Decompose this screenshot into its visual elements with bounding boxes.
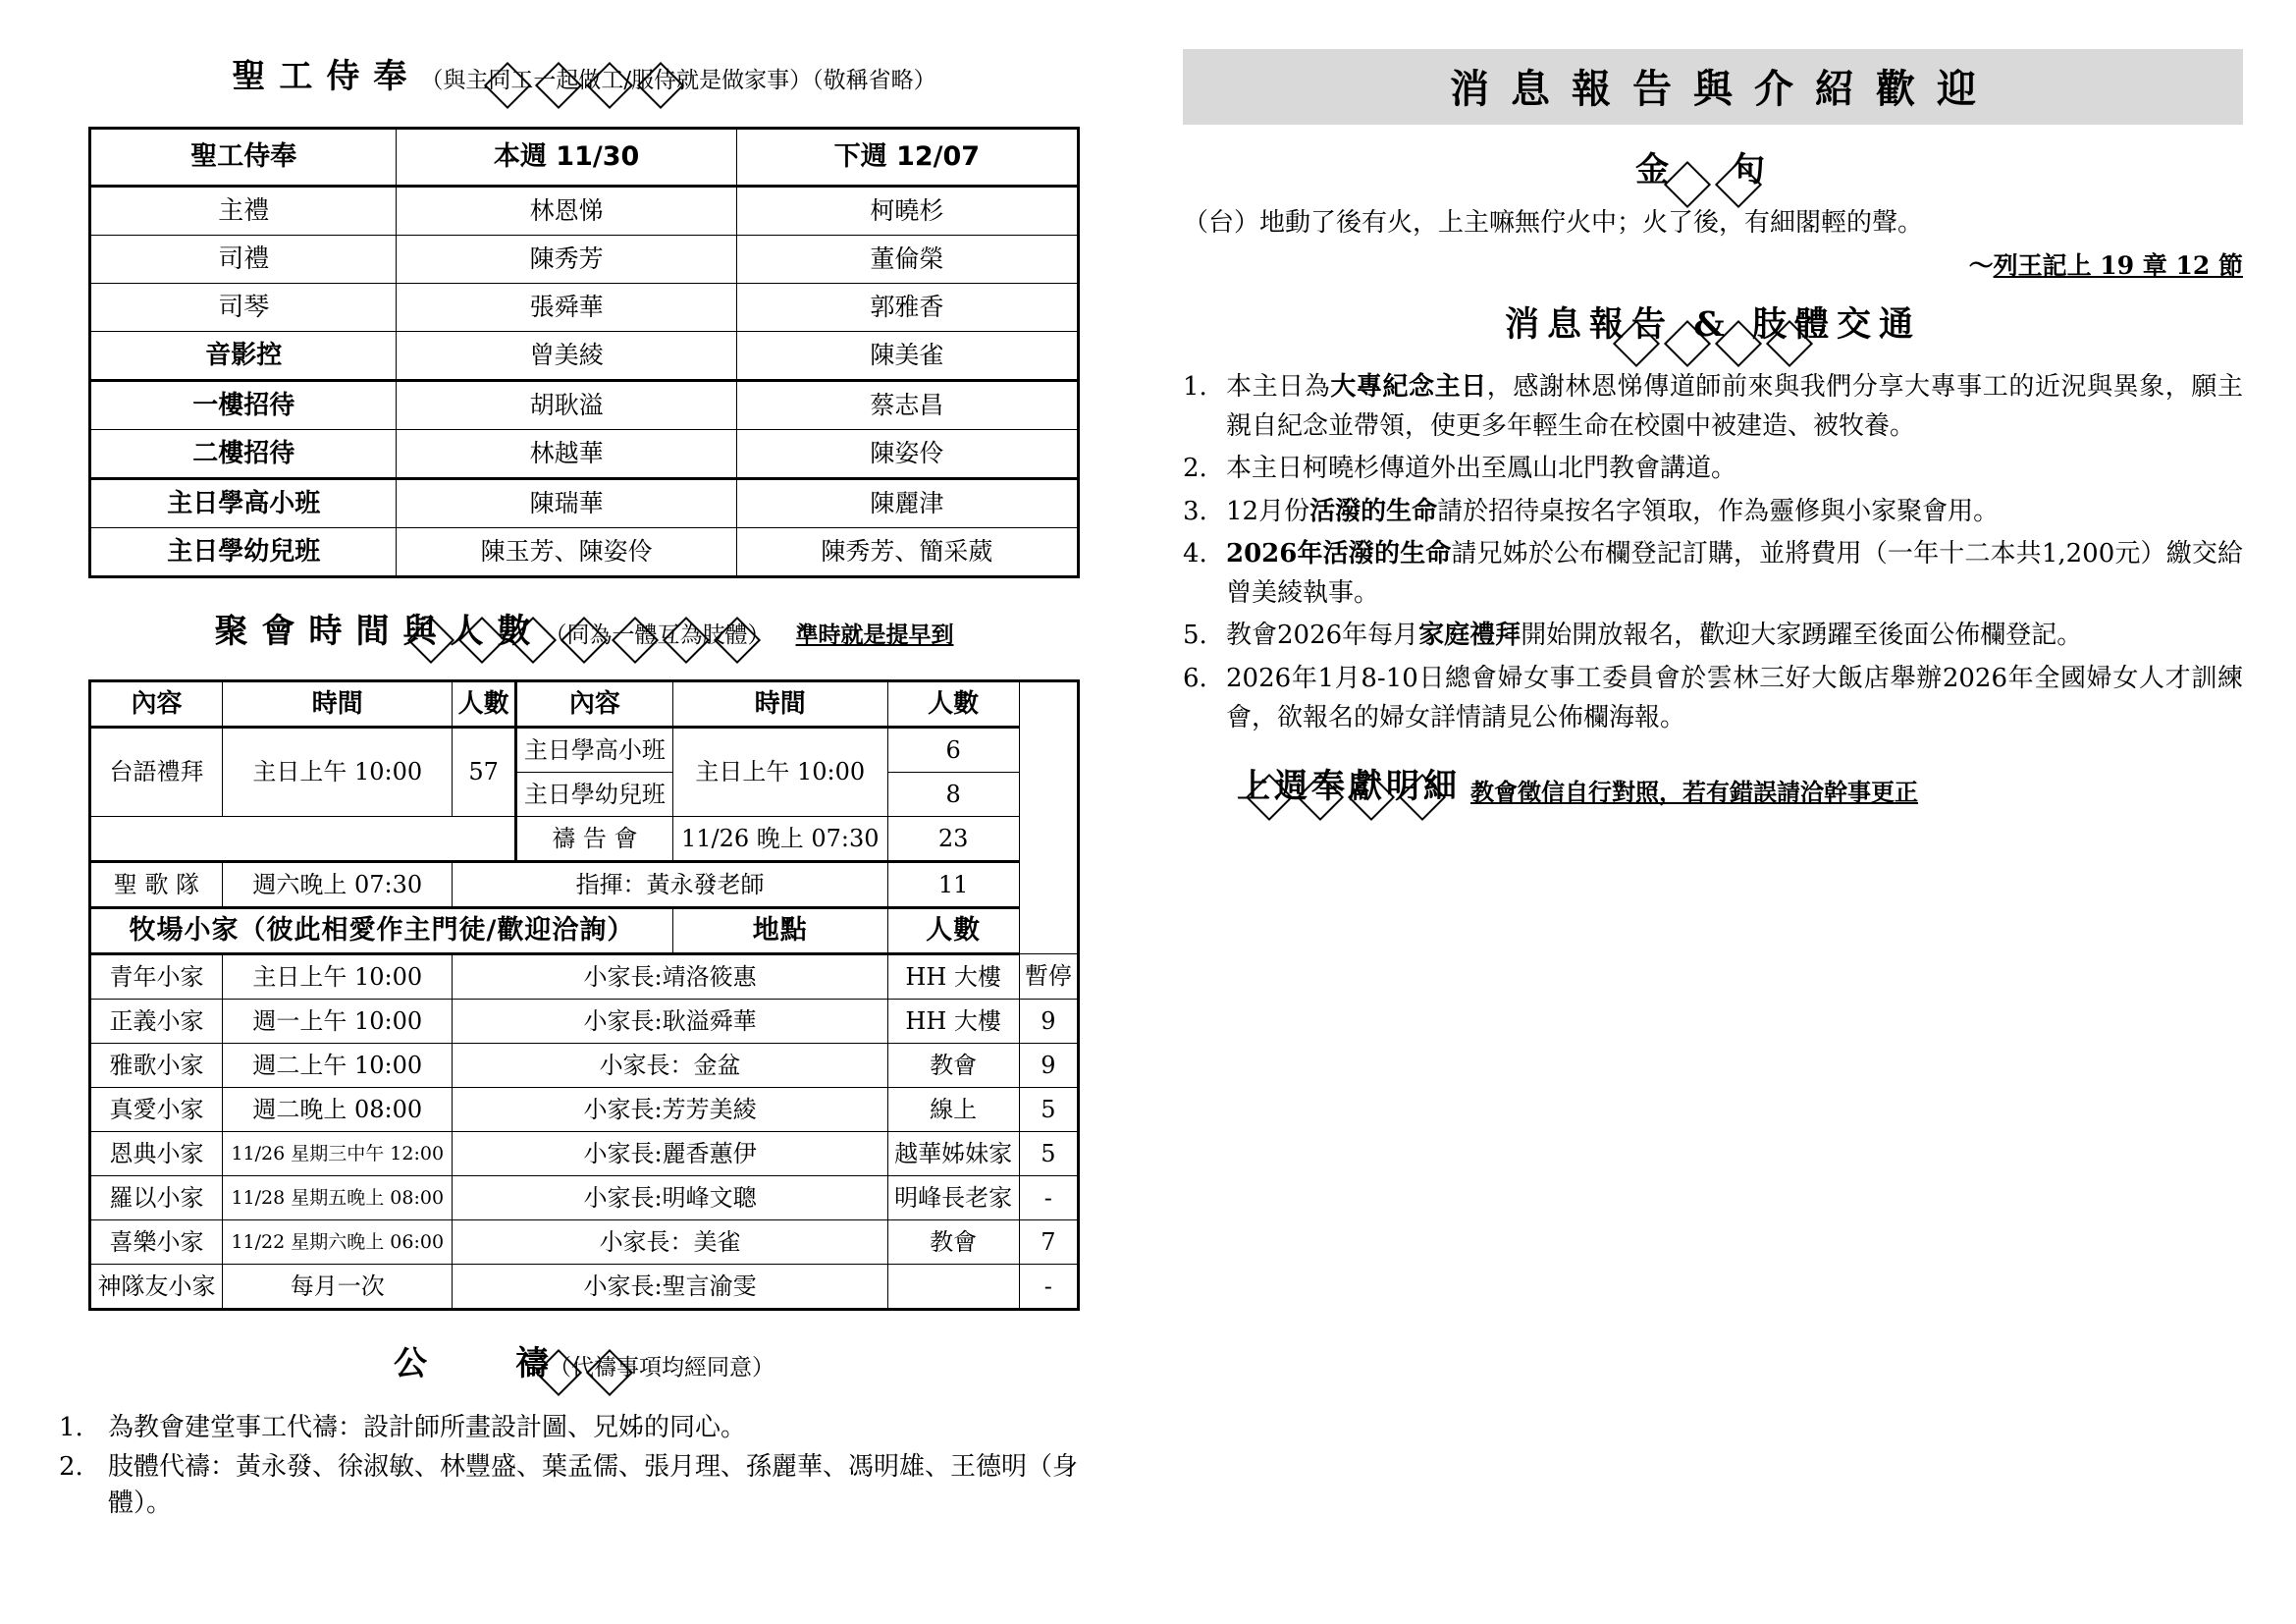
table-header-cell: 下週 12/07 — [736, 129, 1078, 187]
table-row — [90, 381, 1079, 430]
pasture-leader: 小家長：美雀 — [453, 1220, 887, 1265]
prayer-list — [59, 1410, 1109, 1523]
col-header-time: 時間 — [223, 681, 453, 728]
pasture-place: 線上 — [887, 1088, 1019, 1132]
announcement-number: 1. — [1183, 372, 1207, 403]
col-header-content: 內容 — [515, 681, 672, 728]
pasture-time: 週一上午 10:00 — [223, 1000, 453, 1044]
pasture-time: 週二上午 10:00 — [223, 1044, 453, 1088]
pasture-count: 暫停 — [1019, 954, 1078, 1000]
table-row — [90, 528, 1079, 577]
offering-title: 上週奉獻明細 — [1237, 767, 1461, 807]
announcement-item — [1183, 617, 2243, 656]
next-week-cell: 蔡志昌 — [736, 381, 1078, 430]
pasture-leader: 小家長:聖言渝雯 — [453, 1265, 887, 1310]
col-header-count: 人數 — [453, 681, 515, 728]
pasture-time: 週二晚上 08:00 — [223, 1088, 453, 1132]
meeting-time: 主日上午 10:00 — [223, 728, 453, 817]
table-header-cell: 聖工侍奉 — [90, 129, 397, 187]
verse-ref-prefix: ～ — [1968, 251, 1994, 281]
this-week-cell: 林越華 — [397, 430, 736, 479]
choir-conductor: 指揮：黃永發老師 — [453, 862, 887, 908]
meeting-section-title: 聚會時間與人數 — [214, 612, 545, 651]
meeting-name: 台語禮拜 — [90, 728, 223, 817]
pasture-count: 9 — [1019, 1044, 1078, 1088]
golden-verse-heading — [1183, 142, 2243, 199]
table-row — [90, 332, 1079, 381]
duty-label-cell: 主禮 — [90, 187, 397, 236]
table-row — [90, 187, 1079, 236]
pasture-place: HH 大樓 — [887, 1000, 1019, 1044]
announcement-item — [1183, 368, 2243, 446]
announcement-text-post: 請於招待桌按名字領取，作為靈修與小家聚會用。 — [1437, 496, 2000, 526]
prayer-item — [59, 1410, 1109, 1447]
next-week-cell: 董倫榮 — [736, 236, 1078, 284]
prayer-item-text: 為教會建堂事工代禱：設計師所畫設計圖、兄姊的同心。 — [108, 1413, 747, 1442]
pasture-time: 每月一次 — [223, 1265, 453, 1310]
announcement-item — [1183, 535, 2243, 613]
announcements-heading — [1183, 298, 2243, 360]
pasture-name: 真愛小家 — [90, 1088, 223, 1132]
duty-label-cell: 主日學幼兒班 — [90, 528, 397, 577]
verse-ref-value: 列王記上 19 章 12 節 — [1993, 251, 2243, 281]
pasture-row — [90, 1088, 1079, 1132]
announcement-text-pre: 教會2026年每月 — [1226, 621, 1419, 651]
table-row — [90, 284, 1079, 332]
announcement-number: 5. — [1183, 621, 1207, 651]
pasture-time: 主日上午 10:00 — [223, 954, 453, 1000]
this-week-cell: 陳瑞華 — [397, 479, 736, 528]
announcement-text — [1226, 450, 2243, 489]
announcement-text-emphasis: 活潑的生命 — [1309, 496, 1438, 526]
pasture-row — [90, 1220, 1079, 1265]
announcement-text — [1226, 493, 2243, 532]
next-week-cell: 柯曉杉 — [736, 187, 1078, 236]
pasture-leader: 小家長:靖洛筱惠 — [453, 954, 887, 1000]
col-header-count: 人數 — [887, 908, 1019, 954]
next-week-cell: 陳姿伶 — [736, 430, 1078, 479]
announcement-banner: 消息報告與介紹歡迎 — [1183, 49, 2243, 125]
pasture-count: - — [1019, 1176, 1078, 1220]
choir-name: 聖 歌 隊 — [90, 862, 223, 908]
service-duty-table — [88, 127, 1080, 578]
prayer-title-a: 公 — [394, 1344, 427, 1383]
table-header-row — [90, 681, 1079, 728]
table-row — [90, 236, 1079, 284]
duty-label-cell: 司琴 — [90, 284, 397, 332]
duty-label-cell: 司禮 — [90, 236, 397, 284]
pasture-row — [90, 954, 1079, 1000]
announcement-text-emphasis: 2026年活潑的生命 — [1226, 539, 1452, 569]
pasture-count: 9 — [1019, 1000, 1078, 1044]
prayer-section-note: （代禱事項均經同意） — [549, 1355, 774, 1380]
pasture-row — [90, 1000, 1079, 1044]
announcement-text-pre: 本主日為 — [1226, 372, 1331, 403]
pasture-section-title: 牧場小家（彼此相愛作主門徒/歡迎洽詢） — [90, 908, 673, 954]
col-header-place: 地點 — [672, 908, 887, 954]
announcement-text-emphasis: 大專紀念主日 — [1330, 372, 1487, 403]
meeting-section-heading — [59, 604, 1109, 652]
pasture-count: 7 — [1019, 1220, 1078, 1265]
announcement-text-post: ，感謝林恩悌傳道師前來與我們分享大專事工的近況與異象，願主親自紀念並帶領，使更多年輕生命在校園中被建造、被牧養。 — [1226, 372, 2243, 441]
duty-label-cell: 音影控 — [90, 332, 397, 381]
choir-row — [90, 862, 1079, 908]
pasture-title-row — [90, 908, 1079, 954]
col-header-content: 內容 — [90, 681, 223, 728]
next-week-cell: 陳麗津 — [736, 479, 1078, 528]
announcement-item — [1183, 660, 2243, 737]
table-header-row — [90, 129, 1079, 187]
pasture-time: 11/26 星期三中午 12:00 — [223, 1132, 453, 1176]
next-week-cell: 郭雅香 — [736, 284, 1078, 332]
golden-verse-title: 金 句 — [1635, 150, 1790, 189]
meeting-count: 23 — [887, 817, 1019, 862]
pasture-place: HH 大樓 — [887, 954, 1019, 1000]
announcement-text — [1226, 617, 2243, 656]
pasture-name: 羅以小家 — [90, 1176, 223, 1220]
meeting-time: 11/26 晚上 07:30 — [672, 817, 887, 862]
announcement-text — [1226, 368, 2243, 446]
this-week-cell: 曾美綾 — [397, 332, 736, 381]
announcement-text-post: 2026年1月8-10日總會婦女事工委員會於雲林三好大飯店舉辦2026年全國婦女人才訓練會，欲報名的婦女詳情請見公佈欄海報。 — [1226, 664, 2243, 732]
table-header-cell: 本週 11/30 — [397, 129, 736, 187]
pasture-row — [90, 1176, 1079, 1220]
pasture-place: 明峰長老家 — [887, 1176, 1019, 1220]
empty-cell — [90, 817, 516, 862]
announcement-text-post: 本主日柯曉杉傳道外出至鳳山北門教會講道。 — [1226, 454, 1737, 484]
pasture-leader: 小家長:耿溢舜華 — [453, 1000, 887, 1044]
duty-label-cell: 一樓招待 — [90, 381, 397, 430]
announcement-text — [1226, 660, 2243, 737]
pasture-row — [90, 1044, 1079, 1088]
pasture-name: 正義小家 — [90, 1000, 223, 1044]
this-week-cell: 張舜華 — [397, 284, 736, 332]
meeting-name: 主日學高小班 — [515, 728, 672, 773]
announcement-text-post: 請兄姊於公布欄登記訂購，並將費用（一年十二本共1,200元）繳交給曾美綾執事。 — [1226, 539, 2243, 608]
pasture-name: 喜樂小家 — [90, 1220, 223, 1265]
prayer-section-heading — [59, 1336, 1109, 1384]
table-row — [90, 430, 1079, 479]
choir-count: 11 — [887, 862, 1019, 908]
meeting-count: 57 — [453, 728, 515, 817]
pasture-count: 5 — [1019, 1132, 1078, 1176]
service-section-title: 聖工侍奉 — [232, 57, 421, 96]
duty-label-cell: 二樓招待 — [90, 430, 397, 479]
pasture-count: - — [1019, 1265, 1078, 1310]
golden-verse-text: （台）地動了後有火，上主嘛無佇火中；火了後，有細閣輕的聲。 — [1183, 208, 1924, 238]
pasture-name: 青年小家 — [90, 954, 223, 1000]
pasture-name: 雅歌小家 — [90, 1044, 223, 1088]
meeting-name: 主日學幼兒班 — [515, 773, 672, 817]
pasture-leader: 小家長：金盆 — [453, 1044, 887, 1088]
meeting-schedule-table — [88, 679, 1080, 1311]
pasture-time: 11/28 星期五晚上 08:00 — [223, 1176, 453, 1220]
pasture-row — [90, 1265, 1079, 1310]
announcement-number: 3. — [1183, 496, 1207, 526]
pasture-leader: 小家長:明峰文聰 — [453, 1176, 887, 1220]
announcements-list — [1183, 368, 2243, 737]
pasture-count: 5 — [1019, 1088, 1078, 1132]
pasture-leader: 小家長:芳芳美綾 — [453, 1088, 887, 1132]
pasture-place: 越華姊妹家 — [887, 1132, 1019, 1176]
pasture-row — [90, 1132, 1079, 1176]
announcement-number: 2. — [1183, 454, 1207, 484]
meeting-name: 禱 告 會 — [515, 817, 672, 862]
pasture-name: 恩典小家 — [90, 1132, 223, 1176]
prayer-item-number: 1. — [59, 1413, 83, 1442]
prayer-item-text: 肢體代禱：黃永發、徐淑敏、林豐盛、葉孟儒、張月理、孫麗華、馮明雄、王德明（身體）。 — [108, 1451, 1079, 1519]
meeting-count: 8 — [887, 773, 1019, 817]
right-column — [1183, 49, 2243, 814]
next-week-cell: 陳秀芳、簡采葳 — [736, 528, 1078, 577]
announcements-title: 消息報告 & 肢體交通 — [1505, 304, 1921, 346]
meeting-section-note2: 準時就是提早到 — [795, 622, 954, 648]
table-row — [90, 479, 1079, 528]
service-section-heading — [59, 49, 1109, 97]
this-week-cell: 陳秀芳 — [397, 236, 736, 284]
announcement-item — [1183, 493, 2243, 532]
choir-time: 週六晚上 07:30 — [223, 862, 453, 908]
offering-heading — [1183, 759, 2243, 814]
table-row — [90, 817, 1079, 862]
announcement-text-pre: 12月份 — [1226, 496, 1310, 526]
prayer-title-b: 禱 — [515, 1344, 549, 1383]
table-row — [90, 728, 1079, 773]
this-week-cell: 林恩悌 — [397, 187, 736, 236]
announcement-number: 4. — [1183, 539, 1207, 569]
pasture-place — [887, 1265, 1019, 1310]
col-header-count: 人數 — [887, 681, 1019, 728]
announcement-text — [1226, 535, 2243, 613]
announcement-item — [1183, 450, 2243, 489]
offering-note: 教會徵信自行對照，若有錯誤請洽幹事更正 — [1470, 778, 1918, 807]
pasture-leader: 小家長:麗香蕙伊 — [453, 1132, 887, 1176]
meeting-time: 主日上午 10:00 — [672, 728, 887, 817]
announcement-text-post: 開始開放報名，歡迎大家踴躍至後面公佈欄登記。 — [1521, 621, 2083, 651]
col-header-time: 時間 — [672, 681, 887, 728]
next-week-cell: 陳美雀 — [736, 332, 1078, 381]
pasture-place: 教會 — [887, 1220, 1019, 1265]
pasture-time: 11/22 星期六晚上 06:00 — [223, 1220, 453, 1265]
this-week-cell: 胡耿溢 — [397, 381, 736, 430]
pasture-name: 神隊友小家 — [90, 1265, 223, 1310]
prayer-item-number: 2. — [59, 1451, 83, 1482]
duty-label-cell: 主日學高小班 — [90, 479, 397, 528]
meeting-section-note: （同為一體互為肢體） — [544, 623, 771, 648]
golden-verse-reference — [1183, 246, 2243, 282]
left-column — [59, 49, 1109, 1525]
prayer-item — [59, 1449, 1109, 1523]
service-section-note: （與主同工一起做工/服侍就是做家事）（敬稱省略） — [420, 68, 936, 93]
meeting-count: 6 — [887, 728, 1019, 773]
announcement-text-emphasis: 家庭禮拜 — [1418, 621, 1522, 651]
this-week-cell: 陳玉芳、陳姿伶 — [397, 528, 736, 577]
pasture-place: 教會 — [887, 1044, 1019, 1088]
announcement-number: 6. — [1183, 664, 1207, 693]
